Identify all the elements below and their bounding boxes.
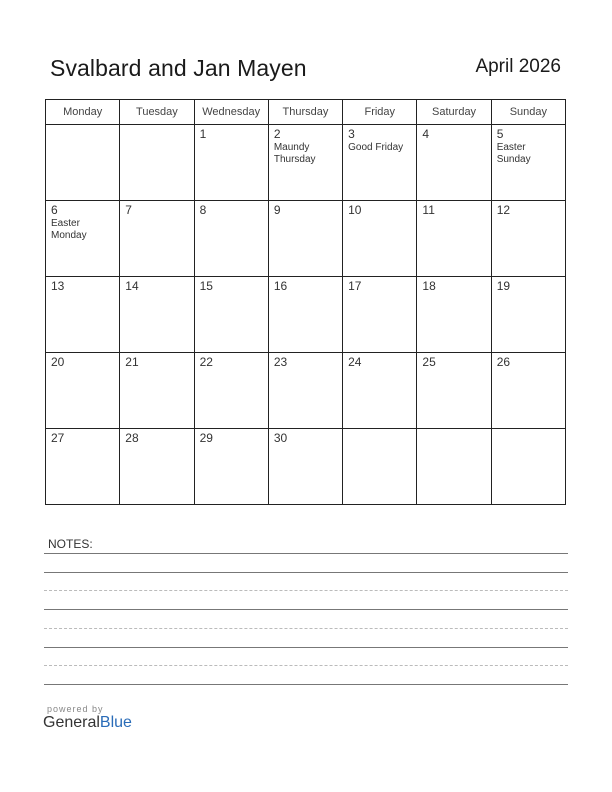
brand-logo[interactable] (43, 704, 132, 732)
day-cell[interactable] (343, 429, 417, 505)
day-number: 20 (51, 355, 65, 369)
brand-general: General (43, 714, 100, 731)
day-cell[interactable] (46, 353, 120, 429)
day-number: 9 (273, 203, 281, 217)
day-cell[interactable] (46, 201, 120, 277)
day-cell[interactable] (46, 429, 120, 505)
day-cell[interactable] (120, 277, 194, 353)
page-title: Svalbard and Jan Mayen (50, 55, 307, 81)
day-cell[interactable] (194, 353, 268, 429)
brand-blue: Blue (99, 714, 132, 731)
day-number: 12 (496, 203, 511, 217)
day-cell[interactable] (343, 201, 417, 277)
notes-line (44, 553, 568, 554)
holiday-label: Easter Monday (51, 218, 87, 241)
weekday-header: Tuesday (120, 100, 194, 125)
day-number: 8 (199, 203, 207, 217)
week-row (46, 277, 566, 353)
day-number: 3 (348, 127, 355, 141)
day-cell[interactable] (194, 429, 268, 505)
weekday-header: Wednesday (194, 100, 268, 125)
day-number: 22 (199, 355, 213, 369)
week-row (46, 125, 566, 201)
notes-line (44, 590, 568, 591)
calendar-grid (45, 99, 566, 505)
notes-label: NOTES: (48, 537, 93, 551)
day-cell[interactable] (343, 353, 417, 429)
day-number: 28 (125, 431, 139, 445)
day-cell[interactable] (491, 201, 565, 277)
day-cell[interactable] (417, 353, 491, 429)
day-cell[interactable] (343, 125, 417, 201)
day-cell[interactable] (46, 125, 120, 201)
day-cell[interactable] (268, 353, 342, 429)
day-cell[interactable] (417, 429, 491, 505)
day-cell[interactable] (417, 201, 491, 277)
day-number: 21 (125, 355, 139, 369)
day-cell[interactable] (194, 277, 268, 353)
day-cell[interactable] (491, 277, 565, 353)
day-cell[interactable] (417, 125, 491, 201)
day-number: 27 (51, 431, 65, 445)
day-cell[interactable] (46, 277, 120, 353)
day-cell[interactable] (120, 353, 194, 429)
day-number: 18 (422, 279, 436, 293)
week-row (46, 429, 566, 505)
day-number: 29 (199, 431, 213, 445)
page-month: April 2026 (475, 56, 561, 77)
day-cell[interactable] (343, 277, 417, 353)
notes-line (44, 684, 568, 685)
day-number: 10 (348, 203, 362, 217)
day-number: 11 (422, 203, 435, 217)
brand-name (43, 714, 132, 731)
day-number: 17 (348, 279, 362, 293)
day-number: 4 (422, 127, 430, 141)
day-number: 19 (496, 279, 511, 293)
day-cell[interactable] (268, 201, 342, 277)
weekday-header: Monday (46, 100, 120, 125)
weekday-header: Thursday (268, 100, 342, 125)
day-number: 5 (496, 127, 504, 141)
day-cell[interactable] (120, 125, 194, 201)
day-cell[interactable] (194, 125, 268, 201)
weekday-header-row (46, 100, 566, 125)
day-number: 26 (496, 355, 511, 369)
day-number: 2 (273, 127, 281, 141)
notes-line (44, 572, 568, 573)
weekday-header: Saturday (417, 100, 491, 125)
day-number: 13 (51, 279, 65, 293)
day-number: 14 (125, 279, 139, 293)
holiday-label: Maundy Thursday (273, 142, 316, 165)
day-number: 24 (348, 355, 362, 369)
day-cell[interactable] (268, 125, 342, 201)
week-row (46, 353, 566, 429)
day-number: 16 (273, 279, 288, 293)
holiday-label: Easter Sunday (496, 142, 531, 165)
day-cell[interactable] (120, 429, 194, 505)
day-cell[interactable] (268, 277, 342, 353)
weekday-header: Friday (343, 100, 417, 125)
week-row (46, 201, 566, 277)
day-cell[interactable] (268, 429, 342, 505)
day-cell[interactable] (491, 429, 565, 505)
notes-line (44, 665, 568, 666)
notes-line (44, 647, 568, 648)
notes-line (44, 609, 568, 610)
day-number: 6 (51, 203, 58, 217)
day-number: 25 (422, 355, 436, 369)
powered-by-label: powered by (47, 704, 104, 714)
day-cell[interactable] (194, 201, 268, 277)
day-number: 7 (125, 203, 132, 217)
holiday-label: Good Friday (348, 142, 404, 153)
day-number: 30 (273, 431, 288, 445)
notes-line (44, 628, 568, 629)
day-cell[interactable] (417, 277, 491, 353)
day-cell[interactable] (120, 201, 194, 277)
day-number: 1 (199, 127, 207, 141)
day-number: 23 (273, 355, 288, 369)
day-cell[interactable] (491, 353, 565, 429)
day-number: 15 (199, 279, 213, 293)
weekday-header: Sunday (491, 100, 565, 125)
day-cell[interactable] (491, 125, 565, 201)
